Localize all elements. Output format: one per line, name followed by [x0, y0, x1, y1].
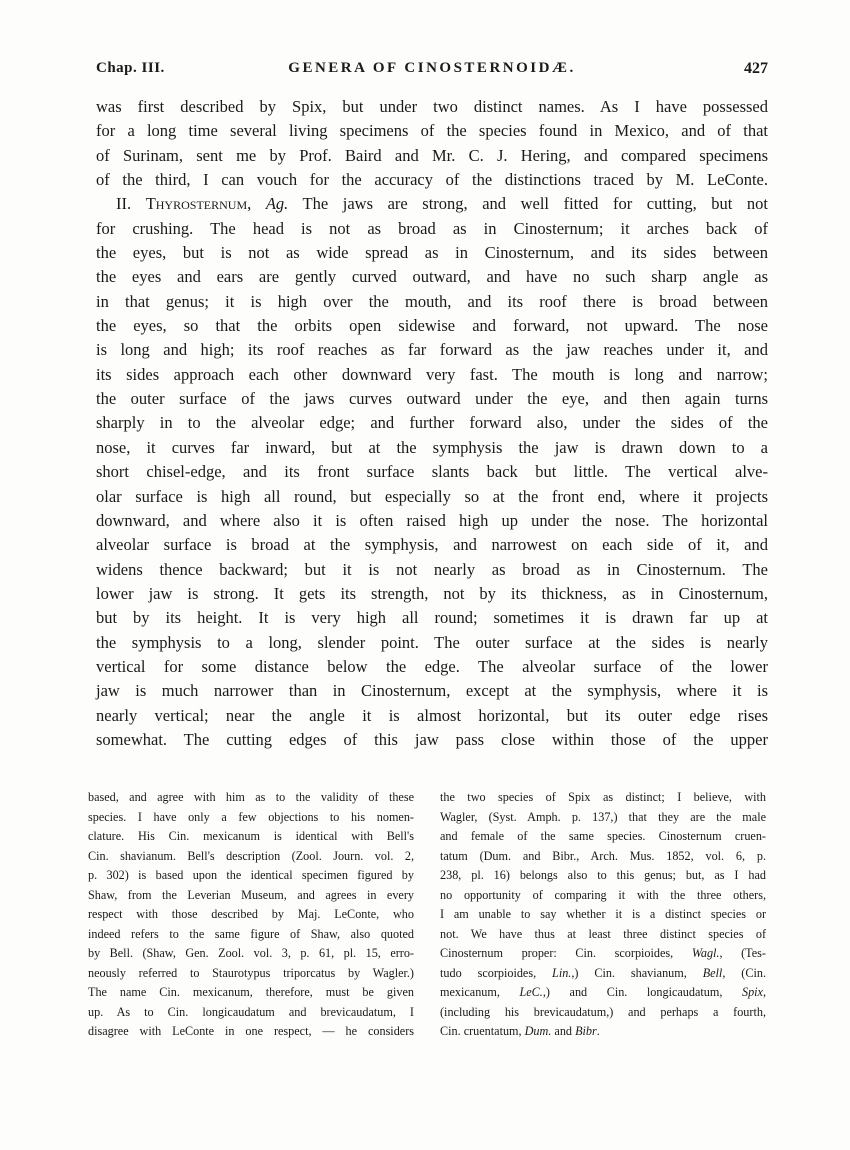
footnote-text: , (Cin. — [722, 965, 766, 980]
text-line: widens thence backward; but it is not nearly as broad as in Cinosternum. The — [96, 559, 768, 579]
author-citation: LeC. — [519, 985, 543, 999]
footnote-line: species. I have only a few objections to his nomen- — [88, 809, 414, 824]
text-line: the eyes, but is not as wide spread as in Cinosternum, and its sides between — [96, 243, 768, 263]
author-citation: Dum. — [524, 1024, 552, 1038]
text-line: of the third, I can vouch for the accuracy of the distinctions traced by M. LeConte. — [96, 170, 768, 190]
page-number: 427 — [744, 60, 768, 77]
text-line: the symphysis to a long, slender point. The outer surface at the sides is nearly — [96, 632, 768, 652]
text-line: alveolar surface is broad at the symphysis, and narrowest on each side of it, and — [96, 535, 768, 555]
footnote-line: (including his brevicaudatum,) and perhaps a fourth, — [440, 1004, 766, 1019]
footnote-line — [440, 1022, 766, 1042]
genus-author: Ag. — [265, 194, 289, 214]
author-citation: Bell — [702, 965, 723, 980]
footnote-text: Cin. cruentatum, — [440, 1024, 522, 1038]
text-line: sharply in to the alveolar edge; and further forward also, under the sides of the — [96, 413, 768, 433]
author-citation: Bibr — [575, 1024, 597, 1038]
chapter-label: Chap. III. — [96, 60, 165, 76]
footnote-line: tatum (Dum. and Bibr., Arch. Mus. 1852, vol. 6, p. — [440, 848, 766, 863]
text-line: olar surface is high all round, but especially so at the front end, where it projects — [96, 486, 768, 506]
footnote-line: no opportunity of comparing it with the three others, — [440, 887, 766, 902]
running-header — [96, 60, 768, 84]
footnote-line: I am unable to say whether it is a distinct species or — [440, 907, 766, 921]
footnote-line: clature. His Cin. mexicanum is identical with Bell's — [88, 829, 414, 843]
text-line: in that genus; it is high over the mouth, and its roof there is broad between — [96, 291, 768, 311]
text-line: is long and high; its roof reaches as far forward as the jaw reaches under it, and — [96, 340, 768, 360]
footnote-column-right — [440, 788, 766, 1042]
footnote-line — [440, 944, 766, 964]
text-line: nose, it curves far inward, but at the symphysis the jaw is drawn down to a — [96, 437, 768, 457]
running-title: GENERA OF CINOSTERNOIDÆ. — [288, 60, 576, 76]
text-line: the eyes, so that the orbits open sidewise and forward, not upward. The nose — [96, 316, 768, 336]
footnote-text: . — [596, 1024, 600, 1038]
text-line: vertical for some distance below the edge. The alveolar surface of the lower — [96, 656, 768, 676]
footnote-column-left — [88, 788, 414, 1042]
footnote-text: tudo scorpioides, — [440, 965, 537, 980]
section-number: II. — [116, 194, 146, 214]
footnote-text: Cinosternum proper: Cin. scorpioides, — [440, 946, 674, 960]
author-citation: Lin. — [552, 965, 572, 980]
footnote-line: based, and agree with him as to the validity of these — [88, 790, 414, 804]
paragraph-opening-line — [96, 192, 768, 216]
footnote-line — [440, 983, 766, 1003]
footnote-text: , — [762, 985, 767, 999]
text-line: but by its height. It is very high all round; sometimes it is drawn far up at — [96, 608, 768, 628]
footnote-text: ,) Cin. shavianum, — [571, 965, 687, 980]
text-line: short chisel-edge, and its front surface slants back but little. The vertical alve- — [96, 462, 768, 482]
text-line: somewhat. The cutting edges of this jaw pass close within those of the upper — [96, 729, 768, 749]
text-line: downward, and where also it is often raised high up under the nose. The horizontal — [96, 510, 768, 530]
footnote-line: not. We have thus at least three distinct species of — [440, 926, 766, 941]
footnote-line: Shaw, from the Leverian Museum, and agrees in every — [88, 887, 414, 902]
text-line: jaw is much narrower than in Cinosternum, except at the symphysis, where it is — [96, 681, 768, 701]
text-line: was first described by Spix, but under two distinct names. As I have possessed — [96, 97, 768, 116]
text-line: nearly vertical; near the angle it is almost horizontal, but its outer edge rises — [96, 705, 768, 725]
text-line: lower jaw is strong. It gets its strength, not by its thickness, as in Cinosternum, — [96, 583, 768, 603]
text-line-rest: The jaws are strong, and well fitted for cutting, but not — [288, 194, 769, 214]
text-line: for a long time several living specimens of the species found in Mexico, and of that — [96, 121, 768, 141]
footnote-line: up. As to Cin. longicaudatum and brevicaudatum, I — [88, 1004, 414, 1019]
author-citation: Wagl. — [691, 946, 720, 960]
footnote-text: , (Tes- — [719, 946, 766, 960]
footnote-text: mexicanum, — [440, 985, 500, 999]
footnote-line: p. 302) is based upon the identical specimen figured by — [88, 868, 414, 882]
footnote-line: neously referred to Staurotypus triporcatus by Wagler.) — [88, 965, 414, 980]
author-citation: Spix — [741, 985, 763, 999]
text-line: its sides approach each other downward very fast. The mouth is long and narrow; — [96, 364, 768, 384]
footnote-line: respect with those described by Maj. LeConte, who — [88, 907, 414, 921]
footnote-line: by Bell. (Shaw, Gen. Zool. vol. 3, p. 61, pl. 15, erro- — [88, 946, 414, 960]
footnote-line: Cin. shavianum. Bell's description (Zool. Journ. vol. 2, — [88, 848, 414, 863]
text-line: the outer surface of the jaws curves outward under the eye, and then again turns — [96, 389, 768, 409]
main-text — [96, 95, 768, 752]
text-line: the eyes and ears are gently curved outward, and have no such sharp angle as — [96, 267, 768, 287]
genus-name: Thyrosternum — [145, 194, 248, 214]
footnote-line — [440, 964, 766, 984]
footnote-line: Wagler, (Syst. Amph. p. 137,) that they are the male — [440, 809, 766, 824]
footnote-line: indeed refers to the same figure of Shaw, also quoted — [88, 926, 414, 941]
text-line: for crushing. The head is not as broad as in Cinosternum; it arches back of — [96, 218, 768, 238]
footnote-line: the two species of Spix as distinct; I believe, with — [440, 790, 766, 804]
footnote-line: and female of the same species. Cinosternum cruen- — [440, 829, 766, 843]
text-line: of Surinam, sent me by Prof. Baird and Mr. C. J. Hering, and compared specimens — [96, 145, 768, 165]
separator: , — [247, 194, 266, 214]
footnote-text: ,) and Cin. longicaudatum, — [542, 985, 723, 999]
footnote-text: and — [551, 1024, 576, 1038]
footnote-line: 238, pl. 16) belongs also to this genus; but, as I had — [440, 868, 766, 882]
footnote-line: The name Cin. mexicanum, therefore, must be given — [88, 985, 414, 999]
footnote-line: disagree with LeConte in one respect, — he considers — [88, 1024, 414, 1038]
